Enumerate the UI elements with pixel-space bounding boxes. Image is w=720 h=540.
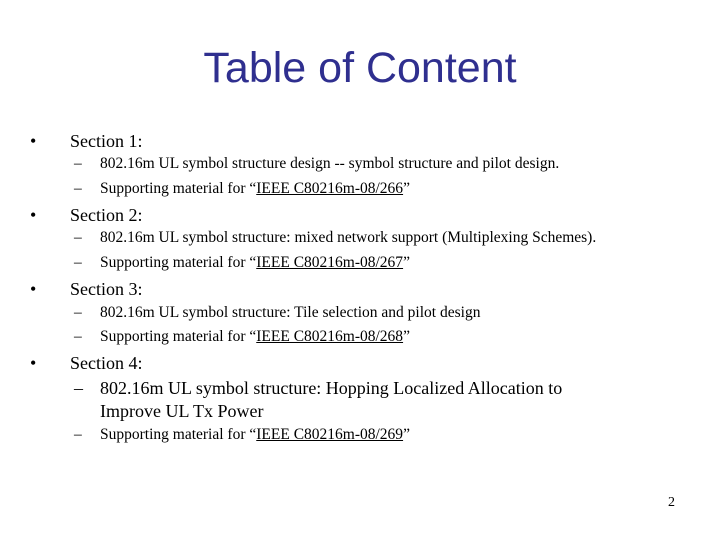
section-1-heading <box>30 130 143 152</box>
section-4-heading <box>30 352 143 374</box>
page-number: 2 <box>668 495 675 510</box>
section-3-item-1 <box>74 303 480 323</box>
section-label: Section 3: <box>70 279 143 299</box>
section-2-heading <box>30 204 143 226</box>
item-text: 802.16m UL symbol structure: Tile selection and pilot design <box>100 304 481 321</box>
item-suffix: ” <box>403 426 410 443</box>
item-prefix: Supporting material for “ <box>100 180 257 197</box>
bullet-icon: • <box>30 353 37 373</box>
item-suffix: ” <box>403 180 410 197</box>
dash-icon: – <box>74 155 82 172</box>
document-link[interactable]: IEEE C80216m-08/266 <box>256 180 404 197</box>
dash-icon: – <box>74 426 82 443</box>
section-2-item-1 <box>74 228 596 248</box>
section-3-heading <box>30 278 143 300</box>
section-4-item-1 <box>74 377 562 399</box>
section-2-item-2 <box>74 253 410 273</box>
document-link[interactable]: IEEE C80216m-08/267 <box>256 254 404 271</box>
section-label: Section 4: <box>70 353 143 373</box>
section-4-item-1-continued: Improve UL Tx Power <box>100 401 264 421</box>
dash-icon: – <box>74 378 83 398</box>
item-text: 802.16m UL symbol structure: mixed network support (Multiplexing Schemes). <box>100 229 597 246</box>
section-4-item-2 <box>74 425 410 445</box>
section-label: Section 2: <box>70 205 143 225</box>
dash-icon: – <box>74 304 82 321</box>
document-link[interactable]: IEEE C80216m-08/269 <box>256 426 404 443</box>
bullet-icon: • <box>30 131 37 151</box>
item-prefix: Supporting material for “ <box>100 254 257 271</box>
dash-icon: – <box>74 229 82 246</box>
slide-title: Table of Content <box>203 44 517 92</box>
document-link[interactable]: IEEE C80216m-08/268 <box>256 328 404 345</box>
bullet-icon: • <box>30 279 37 299</box>
item-suffix: ” <box>403 328 410 345</box>
section-1-item-1 <box>74 154 559 174</box>
item-text: 802.16m UL symbol structure: Hopping Localized Allocation to <box>100 378 563 398</box>
item-text: 802.16m UL symbol structure design -- symbol structure and pilot design. <box>100 155 560 172</box>
item-prefix: Supporting material for “ <box>100 328 257 345</box>
item-suffix: ” <box>403 254 410 271</box>
bullet-icon: • <box>30 205 37 225</box>
section-label: Section 1: <box>70 131 143 151</box>
section-3-item-2 <box>74 327 410 347</box>
section-1-item-2 <box>74 179 410 199</box>
dash-icon: – <box>74 254 82 271</box>
item-prefix: Supporting material for “ <box>100 426 257 443</box>
dash-icon: – <box>74 328 82 345</box>
dash-icon: – <box>74 180 82 197</box>
